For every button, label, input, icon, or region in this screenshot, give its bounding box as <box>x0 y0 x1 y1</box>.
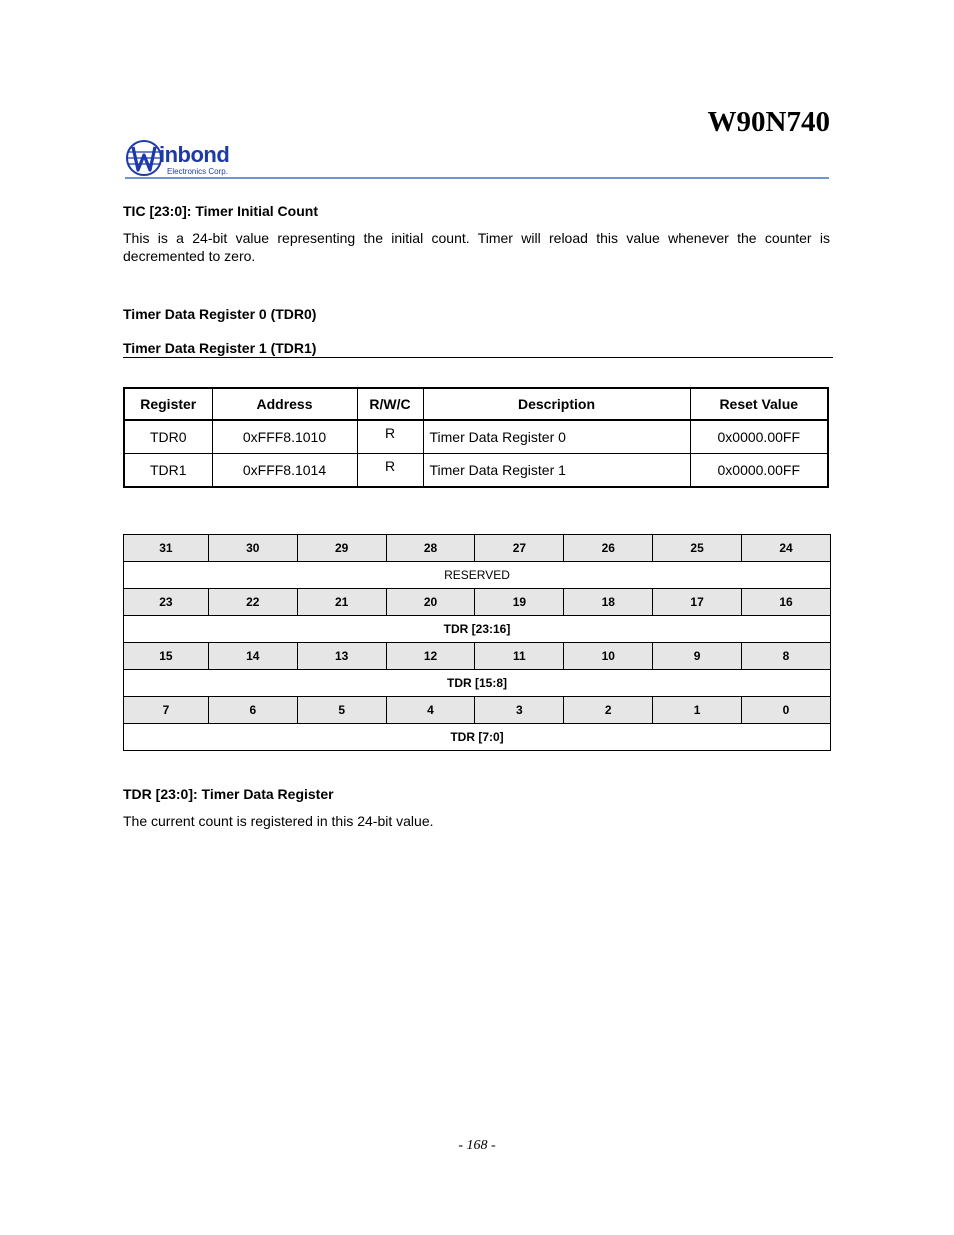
tic-description: This is a 24-bit value representing the initial count. Timer will reload this value whenever the counter is decremented to zero. <box>123 230 830 264</box>
winbond-logo <box>125 137 255 179</box>
page-number: - 168 - <box>458 1138 496 1153</box>
cell-address: 0xFFF8.1010 <box>212 420 357 454</box>
bit-number: 28 <box>386 535 475 562</box>
bit-number-row <box>124 697 831 724</box>
bit-number: 16 <box>742 589 831 616</box>
header-description: Description <box>423 388 690 420</box>
cell-register: TDR1 <box>124 454 212 488</box>
bit-number: 22 <box>208 589 297 616</box>
header-rwc: R/W/C <box>357 388 423 420</box>
bit-number-row <box>124 643 831 670</box>
logo-subtitle: Electronics Corp. <box>167 167 228 176</box>
bit-number: 15 <box>124 643 209 670</box>
bit-number: 6 <box>208 697 297 724</box>
bit-number: 12 <box>386 643 475 670</box>
tic-heading: TIC [23:0]: Timer Initial Count <box>123 203 318 219</box>
bit-number: 19 <box>475 589 564 616</box>
bit-number: 14 <box>208 643 297 670</box>
bit-field-row <box>124 616 831 643</box>
bit-field-tdr-23-16: TDR [23:16] <box>124 616 831 643</box>
bit-field-row <box>124 724 831 751</box>
bit-number: 3 <box>475 697 564 724</box>
cell-rwc: R <box>357 454 423 488</box>
bit-number: 10 <box>564 643 653 670</box>
bit-field-row <box>124 562 831 589</box>
bit-number: 25 <box>653 535 742 562</box>
tdr-heading: TDR [23:0]: Timer Data Register <box>123 786 334 802</box>
bit-number-row <box>124 589 831 616</box>
bit-number: 8 <box>742 643 831 670</box>
bit-number: 2 <box>564 697 653 724</box>
header-address: Address <box>212 388 357 420</box>
bit-number: 18 <box>564 589 653 616</box>
cell-reset-value: 0x0000.00FF <box>690 454 828 488</box>
bit-number: 9 <box>653 643 742 670</box>
bit-number: 17 <box>653 589 742 616</box>
bit-number: 23 <box>124 589 209 616</box>
bit-number: 27 <box>475 535 564 562</box>
cell-description: Timer Data Register 0 <box>423 420 690 454</box>
bit-number: 1 <box>653 697 742 724</box>
cell-register: TDR0 <box>124 420 212 454</box>
cell-address: 0xFFF8.1014 <box>212 454 357 488</box>
header-register: Register <box>124 388 212 420</box>
tdr0-heading: Timer Data Register 0 (TDR0) <box>123 306 317 322</box>
bit-number: 13 <box>297 643 386 670</box>
bit-number-row <box>124 535 831 562</box>
cell-rwc: R <box>357 420 423 454</box>
register-table <box>123 387 829 488</box>
bit-number: 31 <box>124 535 209 562</box>
bit-field-tdr-15-8: TDR [15:8] <box>124 670 831 697</box>
bit-number: 7 <box>124 697 209 724</box>
section-divider <box>123 357 833 358</box>
bit-number: 21 <box>297 589 386 616</box>
bit-number: 20 <box>386 589 475 616</box>
bit-map-table <box>123 534 831 751</box>
bit-number: 5 <box>297 697 386 724</box>
cell-reset-value: 0x0000.00FF <box>690 420 828 454</box>
header-reset-value: Reset Value <box>690 388 828 420</box>
table-row <box>124 420 828 454</box>
bit-number: 26 <box>564 535 653 562</box>
bit-number: 30 <box>208 535 297 562</box>
bit-number: 4 <box>386 697 475 724</box>
document-title: W90N740 <box>707 106 830 138</box>
table-row <box>124 454 828 488</box>
header-divider <box>125 177 829 179</box>
bit-number: 0 <box>742 697 831 724</box>
bit-number: 29 <box>297 535 386 562</box>
bit-field-reserved: RESERVED <box>124 562 831 589</box>
bit-field-row <box>124 670 831 697</box>
tdr-description: The current count is registered in this 24-bit value. <box>123 813 434 829</box>
cell-description: Timer Data Register 1 <box>423 454 690 488</box>
bit-field-tdr-7-0: TDR [7:0] <box>124 724 831 751</box>
register-table-header <box>124 388 828 420</box>
bit-number: 11 <box>475 643 564 670</box>
bit-number: 24 <box>742 535 831 562</box>
tdr1-heading: Timer Data Register 1 (TDR1) <box>123 340 317 356</box>
logo-wordmark: inbond <box>159 142 230 167</box>
